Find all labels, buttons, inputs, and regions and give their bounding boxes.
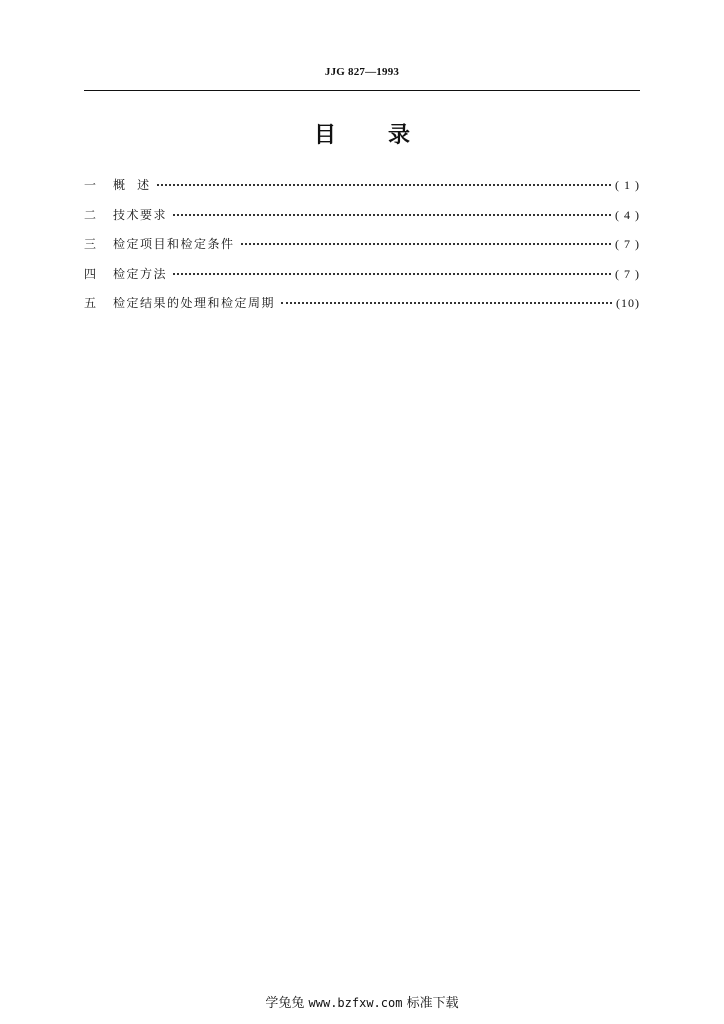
toc-entry-title: 技术要求: [113, 207, 168, 222]
toc-dot-leader: [173, 272, 611, 275]
toc-entry-title: 检定结果的处理和检定周期: [113, 296, 276, 310]
footer-url-link[interactable]: www.bzfxw.com: [308, 996, 403, 1010]
document-code-header: JJG 827—1993: [324, 66, 400, 78]
toc-entry-title: 检定方法: [113, 266, 168, 281]
toc-entry: [84, 265, 640, 295]
header-divider: [84, 90, 640, 91]
toc-entry: [84, 235, 640, 265]
toc-entry-title: 概 述: [113, 178, 151, 192]
toc-entry: [84, 294, 640, 324]
toc-heading-char-1: 目: [313, 123, 336, 148]
toc-entry-number: 五: [84, 296, 97, 310]
page-footer: [0, 992, 724, 1011]
toc-entry: [84, 176, 640, 206]
table-of-contents: [84, 176, 640, 324]
toc-entry-number: 一: [84, 178, 97, 192]
footer-site-name: 学兔兔: [265, 996, 305, 1011]
toc-entry-number: 三: [84, 237, 97, 251]
toc-entry-title: 检定项目和检定条件: [113, 237, 235, 251]
toc-dot-leader: [241, 242, 611, 245]
toc-entry: [84, 206, 640, 236]
toc-entry-page: ( 1 ): [615, 178, 640, 192]
toc-entry-number: 二: [84, 207, 97, 222]
toc-dot-leader: [157, 183, 611, 186]
toc-entry-number: 四: [84, 266, 97, 281]
toc-entry-page: ( 7 ): [615, 266, 640, 281]
toc-entry-page: ( 4 ): [615, 207, 640, 222]
toc-dot-leader: [281, 301, 612, 304]
footer-tagline: 标准下载: [406, 996, 459, 1011]
toc-entry-page: ( 7 ): [615, 237, 640, 251]
toc-dot-leader: [173, 213, 611, 216]
toc-heading-char-2: 录: [388, 123, 411, 148]
toc-entry-page: (10): [616, 296, 640, 310]
toc-heading: [84, 118, 640, 149]
